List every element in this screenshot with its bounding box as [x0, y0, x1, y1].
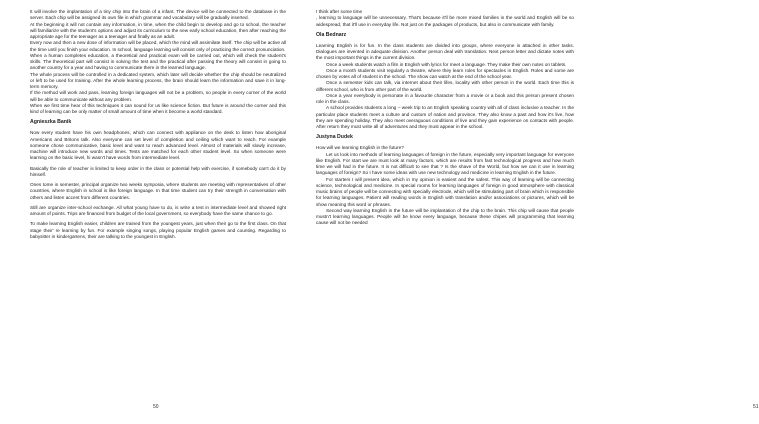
paragraph: To make learning English easier, children are trained from the youngest years, just when their go to the first class. On that stage their' re learning by fun. For example singing songs, playing popular English games and counting. Regarding to babysitter in kindergartens, their are talking to the youngest in English. [30, 221, 286, 239]
right-page [300, 0, 759, 424]
left-page-text [30, 9, 286, 240]
left-page [0, 0, 300, 424]
paragraph: Let us look into methods of learning languages of foreign in the future, especially very important language for everyone like English. For start we are must look at many factors, which are results from fast technological progress and how much time we will had in the future. It is not difficult to see that ? Is the shave of the World, but how we can it use in learning languages of foreign? So I have some ideas with use new technology and medicine in learning English in the future. [316, 151, 574, 176]
paragraph: Once a semester kids can talk, via internet about their lifes, locality with other person in the world. Each time this is different school, who is from other part of the world. [316, 80, 574, 92]
paragraph: Once a month students visit regularly a theatre, where they learn roles for spectacles in English. Roles and some are chosen by votes all of student in the school. The show can watch at the end of the school year. [316, 67, 574, 79]
paragraph: Once a year everybody is personate in a favourite character from a movie or a book and this person present chosen role in the class. [316, 92, 574, 104]
paragraph: When we first time hear of this techniques it can sound for us like science fiction. But future is around the corner and this kind of learning can be only matter of small amount of time when it become a world standard. [30, 102, 286, 114]
paragraph: If the method will work and pass, learning foreign languages will not be a problem, so people in every corner of the world will be able to communicate without any problem. [30, 90, 286, 102]
paragraph: Ones tome in semester, principal organize two weeks symposia, where students are meeting with representatives of other countries, where English in school is like foreign language. In that time student can try their strength in conversation with others and listen accent from different countries. [30, 182, 286, 200]
author-heading-justyna-dudek: Justyna Dudek [316, 134, 353, 141]
paragraph: It will involve the implantation of a tiny chip into the brain of a infant. The device will be connected to the database in the server. Each chip will be assigned its own file in which grammar and vocabulary will be gradually inserted. [30, 9, 286, 21]
paragraph: How will we learning English in the future? [316, 145, 404, 151]
paragraph: Learning English is for fun. In the class students are divided into groups, where everyone is attached in other tasks. Dialogues are invented in adequate division. Another person deal with translation. Next person letter and dictate notes with the most important things in the current division. [316, 42, 574, 61]
paragraph: I think after some time [316, 9, 363, 14]
paragraph: When a human completes education, a theoretical and practical exam will be carried out, which will check the student's skills. The theoretical part will consist in solving the test and the practical after passing the theory will consist in going to another country for a year and having to communicate there in the learned language. [30, 52, 286, 71]
page-number-left: 50 [153, 404, 159, 410]
paragraph: The whole process will be controlled in a dedicated system, which later will decide whether the chip should be neutralized or left to be used for training. After the whole learning process, the brain should learn the information and save it in long-term memory. [30, 71, 286, 89]
paragraph: At the beginning it will not contain any information, in time, when the child begin to develop and go to school, the teacher will familiarize with the student's options and adjust its curriculum to the new early school education, then after reaching the appropriate age for the teenager as a teenager and finally as an adult. [30, 21, 286, 39]
paragraph: Still are organize inter-school exchange. All what young have to do, is write a test in intermediate level and showed right amount of points. Trips are financed from budget of the local government, so everybody have the same chance to go. [30, 204, 286, 216]
paragraph: A school provides students a long – week trip to an English speaking country with all of class inclusive a teacher. In the particular place students meet a culture and custom of nation and province. They also know a past and how it's live, how they are spending holiday. They also meet overaguous conditions of live and they gain experience on contacts with people. After return they must write all of adventures and they must appear in the school. [316, 105, 574, 129]
paragraph: , learning to language will be unnecessary. That's because it'll be more mixed families in the world and English will be so widespread, that it'll use in everyday life. Not just on the packages of products, but also in communicate with family. [316, 15, 574, 27]
paragraph: Now every student have his own headphones, which can connect with appliance on the desk to listen how aboriginal Americans and Britons talk. Also everyone can set level of completion and ceiling which want to reach. For example someone chose communicative, basic level and want to reach advanced level. Almost of materials will slowly increase, machine will introduce new words and times. Tests are matched for each other student level. So when someone were learning on the basic level, hi wasn't have words from intermediate level. [30, 130, 286, 161]
paragraph: For starters I will present idea, which in my opinion is easiest and the safest. This way of learning will be connecting science, technological and medicine. In special rooms for learning languages of foreign in good atmosphere with classical music brains of people will be connecting with specially electrode, which will be stimulating part of brain which is responsible for learning languages. Patient will reading words in English with translation and/or associations or pictures, which will be show meaning this word or phrases. [316, 176, 574, 207]
paragraph: Once a week students watch a film in English with lyrics for meet a language. They make their own notes on tablets. [326, 61, 567, 67]
author-heading-agnieszka-banik: Agnieszka Banik [30, 119, 72, 126]
right-page-text [316, 9, 574, 227]
author-heading-ola-bednarz: Ola Bednarz [316, 31, 347, 38]
paragraph: Every now and then a new dose of information will be placed, which the mind will assimilate itself. The chip will be active all the time until you finish your education. In school, language learning will consist only of practicing the correct pronunciation. [30, 40, 286, 52]
paragraph: Second way learning English in the future will be implantation of the chip to the brain. This chip will cause that people mustn't learning languages. People will be know every language, because these chipes will programming that learning cause will not be needed [316, 207, 574, 226]
page-number-right: 51 [753, 404, 759, 410]
paragraph: Basically the role of teacher is limited to keep order in the class or potential help with exercise, if somebody can't do it by himself. [30, 165, 286, 177]
